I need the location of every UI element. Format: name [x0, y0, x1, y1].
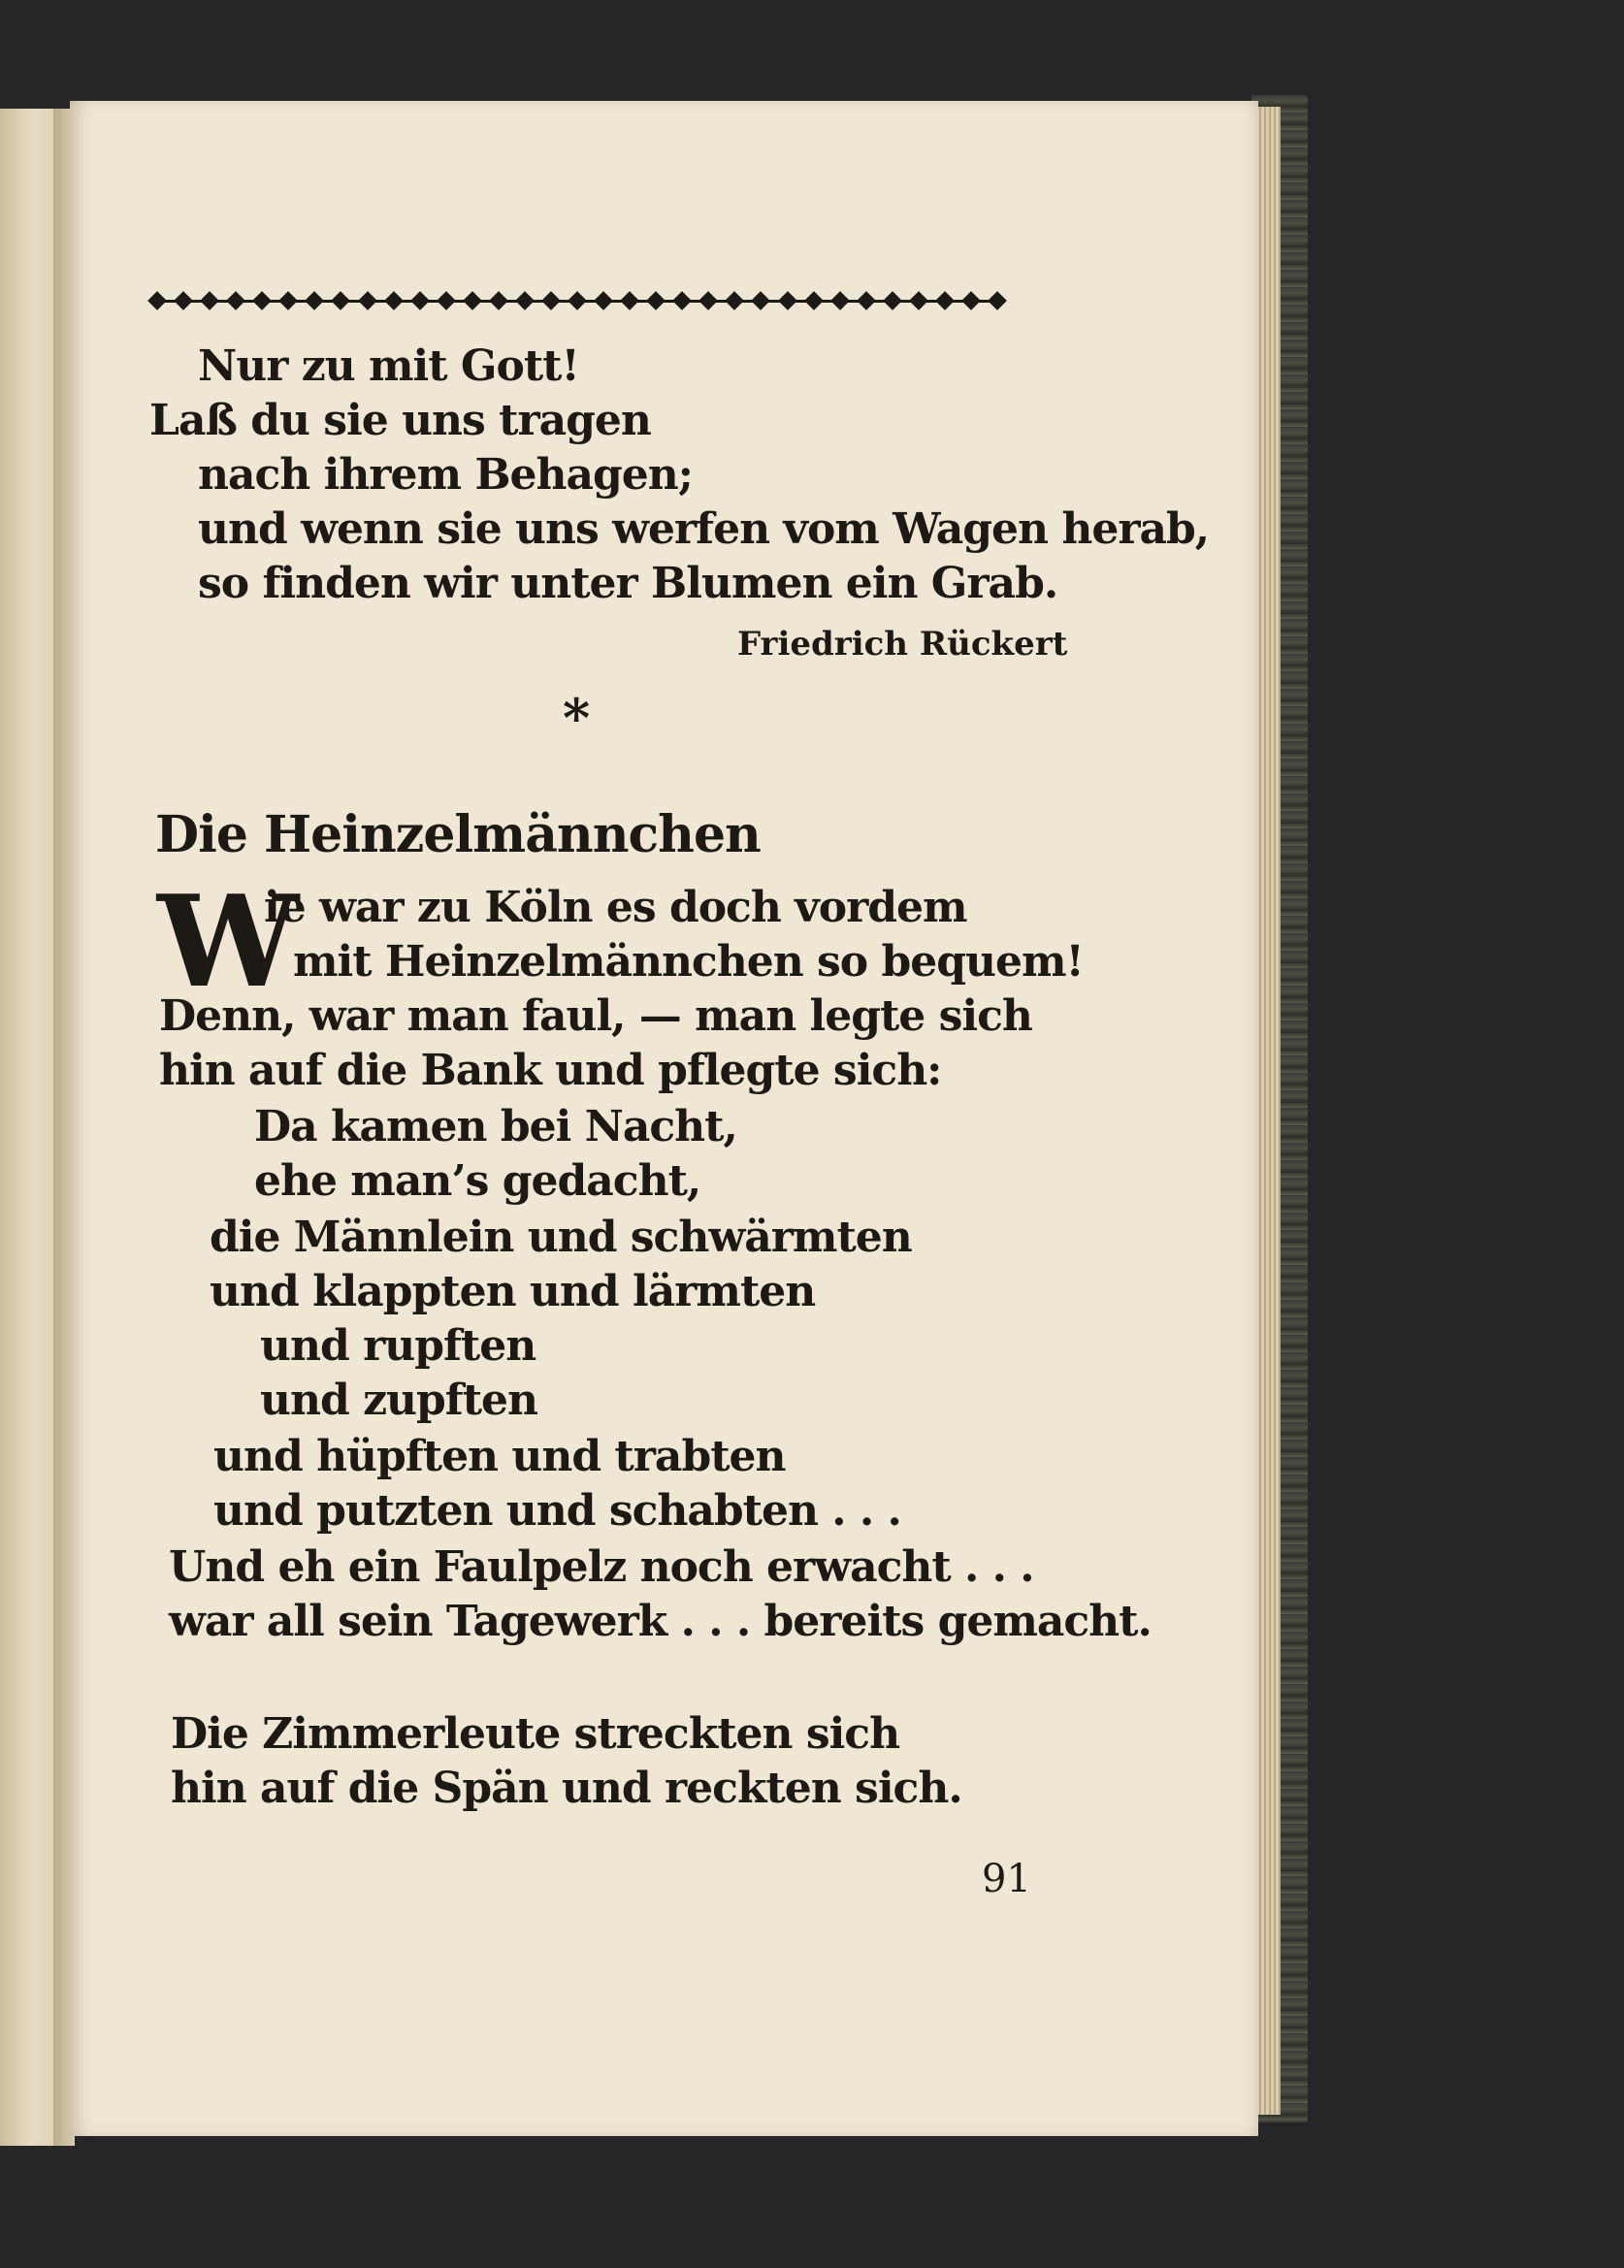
poem-line: Die Zimmerleute streckten sich — [171, 1709, 900, 1759]
poem-end-line: und wenn sie uns werfen vom Wagen herab, — [198, 504, 1210, 554]
poem-line: hin auf die Spän und reckten sich. — [171, 1764, 962, 1813]
poem-line: Denn, war man faul, — man legte sich — [159, 991, 1032, 1041]
poem-title: Die Heinzelmännchen — [155, 805, 761, 864]
poem-line: und zupften — [260, 1376, 538, 1425]
poem-line: und hüpften und trabten — [213, 1432, 786, 1481]
poem-author: Friedrich Rückert — [737, 625, 1068, 664]
poem-line: die Männlein und schwärmten — [210, 1213, 912, 1262]
poem-line: Da kamen bei Nacht, — [254, 1102, 737, 1151]
poem-line: hin auf die Bank und pflegte sich: — [159, 1046, 942, 1095]
section-separator: * — [563, 687, 591, 749]
page-number: 91 — [982, 1857, 1031, 1901]
ornamental-rule — [150, 289, 1004, 312]
poem-line: und klappten und lärmten — [210, 1267, 816, 1316]
drop-cap: W — [157, 867, 299, 1016]
poem-end-line: Nur zu mit Gott! — [198, 341, 579, 391]
poem-line: Und eh ein Faulpelz noch erwacht . . . — [169, 1542, 1034, 1592]
poem-line: mit Heinzelmännchen so bequem! — [293, 937, 1084, 987]
poem-line: war all sein Tagewerk . . . bereits gemacht. — [169, 1597, 1152, 1646]
poem-end-line: so finden wir unter Blumen ein Grab. — [198, 559, 1058, 608]
poem-end-line: Laß du sie uns tragen — [149, 396, 651, 445]
poem-line: und rupften — [260, 1321, 536, 1371]
poem-end-line: nach ihrem Behagen; — [198, 450, 694, 500]
poem-line: ie war zu Köln es doch vordem — [264, 883, 967, 932]
poem-line: und putzten und schabten . . . — [213, 1486, 901, 1536]
poem-line: ehe man’s gedacht, — [254, 1156, 701, 1206]
